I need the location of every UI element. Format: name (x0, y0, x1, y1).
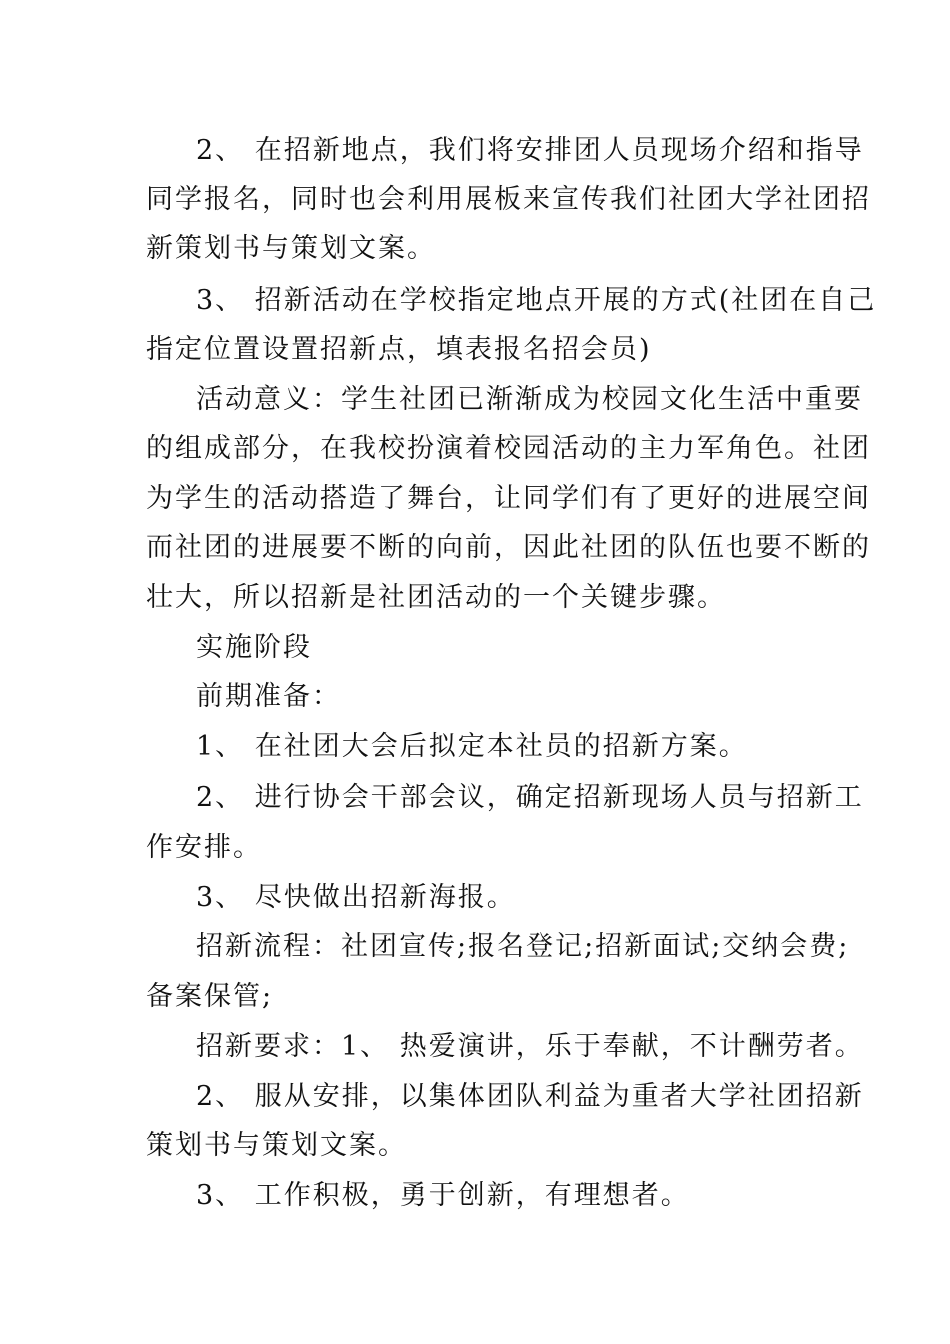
text-line: 备案保管; (146, 981, 274, 1012)
text-line: 3、 招新活动在学校指定地点开展的方式(社团在自己 (196, 285, 877, 316)
text-line: 的组成部分，在我校扮演着校园活动的主力军角色。社团 (146, 433, 871, 464)
text-line: 3、 工作积极，勇于创新，有理想者。 (196, 1180, 690, 1211)
text-line: 作安排。 (146, 832, 262, 863)
text-line: 而社团的进展要不断的向前，因此社团的队伍也要不断的 (146, 532, 871, 563)
text-line: 新策划书与策划文案。 (146, 233, 436, 264)
text-line: 招新流程：社团宣传;报名登记;招新面试;交纳会费; (196, 931, 850, 962)
text-line: 活动意义：学生社团已渐渐成为校园文化生活中重要 (196, 384, 863, 415)
text-line: 为学生的活动搭造了舞台，让同学们有了更好的进展空间 (146, 483, 871, 514)
section-heading: 实施阶段 (196, 632, 312, 663)
text-line: 3、 尽快做出招新海报。 (196, 882, 516, 913)
text-line: 2、 进行协会干部会议，确定招新现场人员与招新工 (196, 782, 864, 813)
text-line: 策划书与策划文案。 (146, 1130, 407, 1161)
text-line: 同学报名，同时也会利用展板来宣传我们社团大学社团招 (146, 184, 871, 215)
text-line: 2、 服从安排，以集体团队利益为重者大学社团招新 (196, 1081, 864, 1112)
text-line: 壮大，所以招新是社团活动的一个关键步骤。 (146, 582, 726, 613)
text-line: 指定位置设置招新点，填表报名招会员) (146, 334, 652, 365)
text-line: 2、 在招新地点，我们将安排团人员现场介绍和指导 (196, 135, 864, 166)
subsection-heading: 前期准备： (196, 681, 341, 712)
text-line: 1、 在社团大会后拟定本社员的招新方案。 (196, 731, 748, 762)
text-line: 招新要求：1、 热爱演讲，乐于奉献，不计酬劳者。 (196, 1031, 864, 1062)
